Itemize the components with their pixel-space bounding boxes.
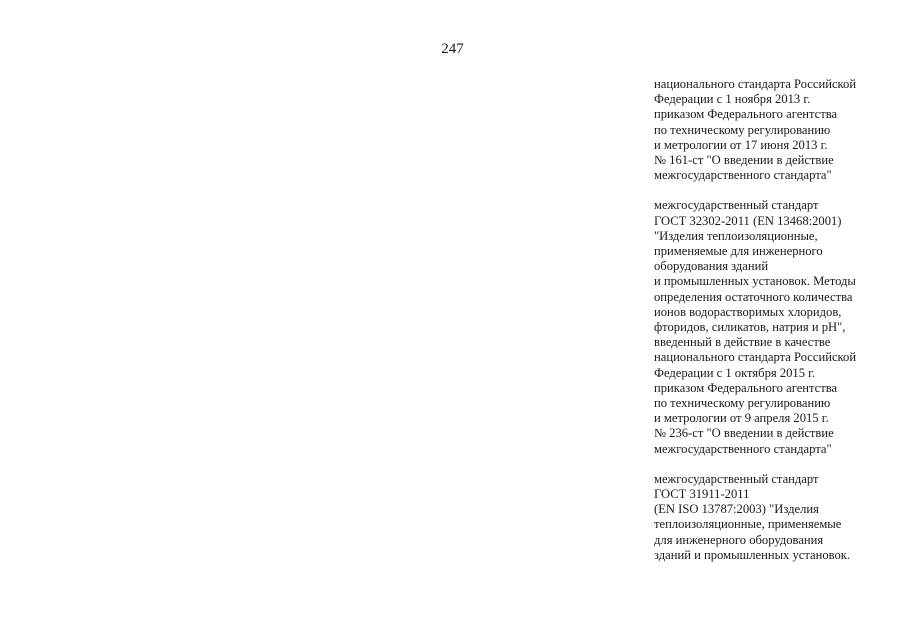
text-line: теплоизоляционные, применяемые (654, 517, 842, 532)
text-line: зданий и промышленных установок. (654, 547, 851, 562)
text-line: Федерации с 1 октября 2015 г. (654, 365, 816, 380)
text-line: ГОСТ 31911-2011 (654, 487, 750, 502)
text-line: для инженерного оборудования (654, 532, 824, 547)
paragraph-spacer (654, 457, 894, 472)
text-line: и промышленных установок. Методы (654, 274, 856, 289)
page-number: 247 (441, 41, 464, 57)
text-line: межгосударственного стандарта" (654, 168, 832, 183)
text-line: межгосударственного стандарта" (654, 441, 832, 456)
text-line: межгосударственный стандарт (654, 471, 819, 486)
text-line: Федерации с 1 ноября 2013 г. (654, 92, 811, 107)
paragraph-spacer (654, 183, 894, 198)
text-line: ионов водорастворимых хлоридов, (654, 304, 842, 319)
text-line: введенный в действие в качестве (654, 335, 831, 350)
text-line: по техническому регулированию (654, 396, 831, 411)
text-line: № 236-ст "О введении в действие (654, 426, 834, 441)
text-line: приказом Федерального агентства (654, 107, 838, 122)
text-line: № 161-ст "О введении в действие (654, 153, 834, 168)
text-line: оборудования зданий (654, 259, 769, 274)
paragraph (654, 77, 894, 183)
text-line: определения остаточного количества (654, 289, 853, 304)
text-line: приказом Федерального агентства (654, 380, 838, 395)
text-line: и метрологии от 17 июня 2013 г. (654, 137, 828, 152)
text-line: ГОСТ 32302-2011 (EN 13468:2001) (654, 213, 842, 228)
text-line: "Изделия теплоизоляционные, (654, 228, 818, 243)
text-line: межгосударственный стандарт (654, 198, 819, 213)
text-line: и метрологии от 9 апреля 2015 г. (654, 411, 829, 426)
text-line: по техническому регулированию (654, 122, 831, 137)
text-line: национального стандарта Российской (654, 77, 857, 91)
text-line: национального стандарта Российской (654, 350, 857, 365)
paragraph (654, 198, 894, 456)
text-line: фторидов, силикатов, натрия и pH", (654, 320, 846, 335)
text-line: (EN ISO 13787:2003) "Изделия (654, 502, 819, 517)
text-line: применяемые для инженерного (654, 244, 823, 259)
paragraph (654, 472, 894, 563)
text-column (654, 77, 894, 563)
